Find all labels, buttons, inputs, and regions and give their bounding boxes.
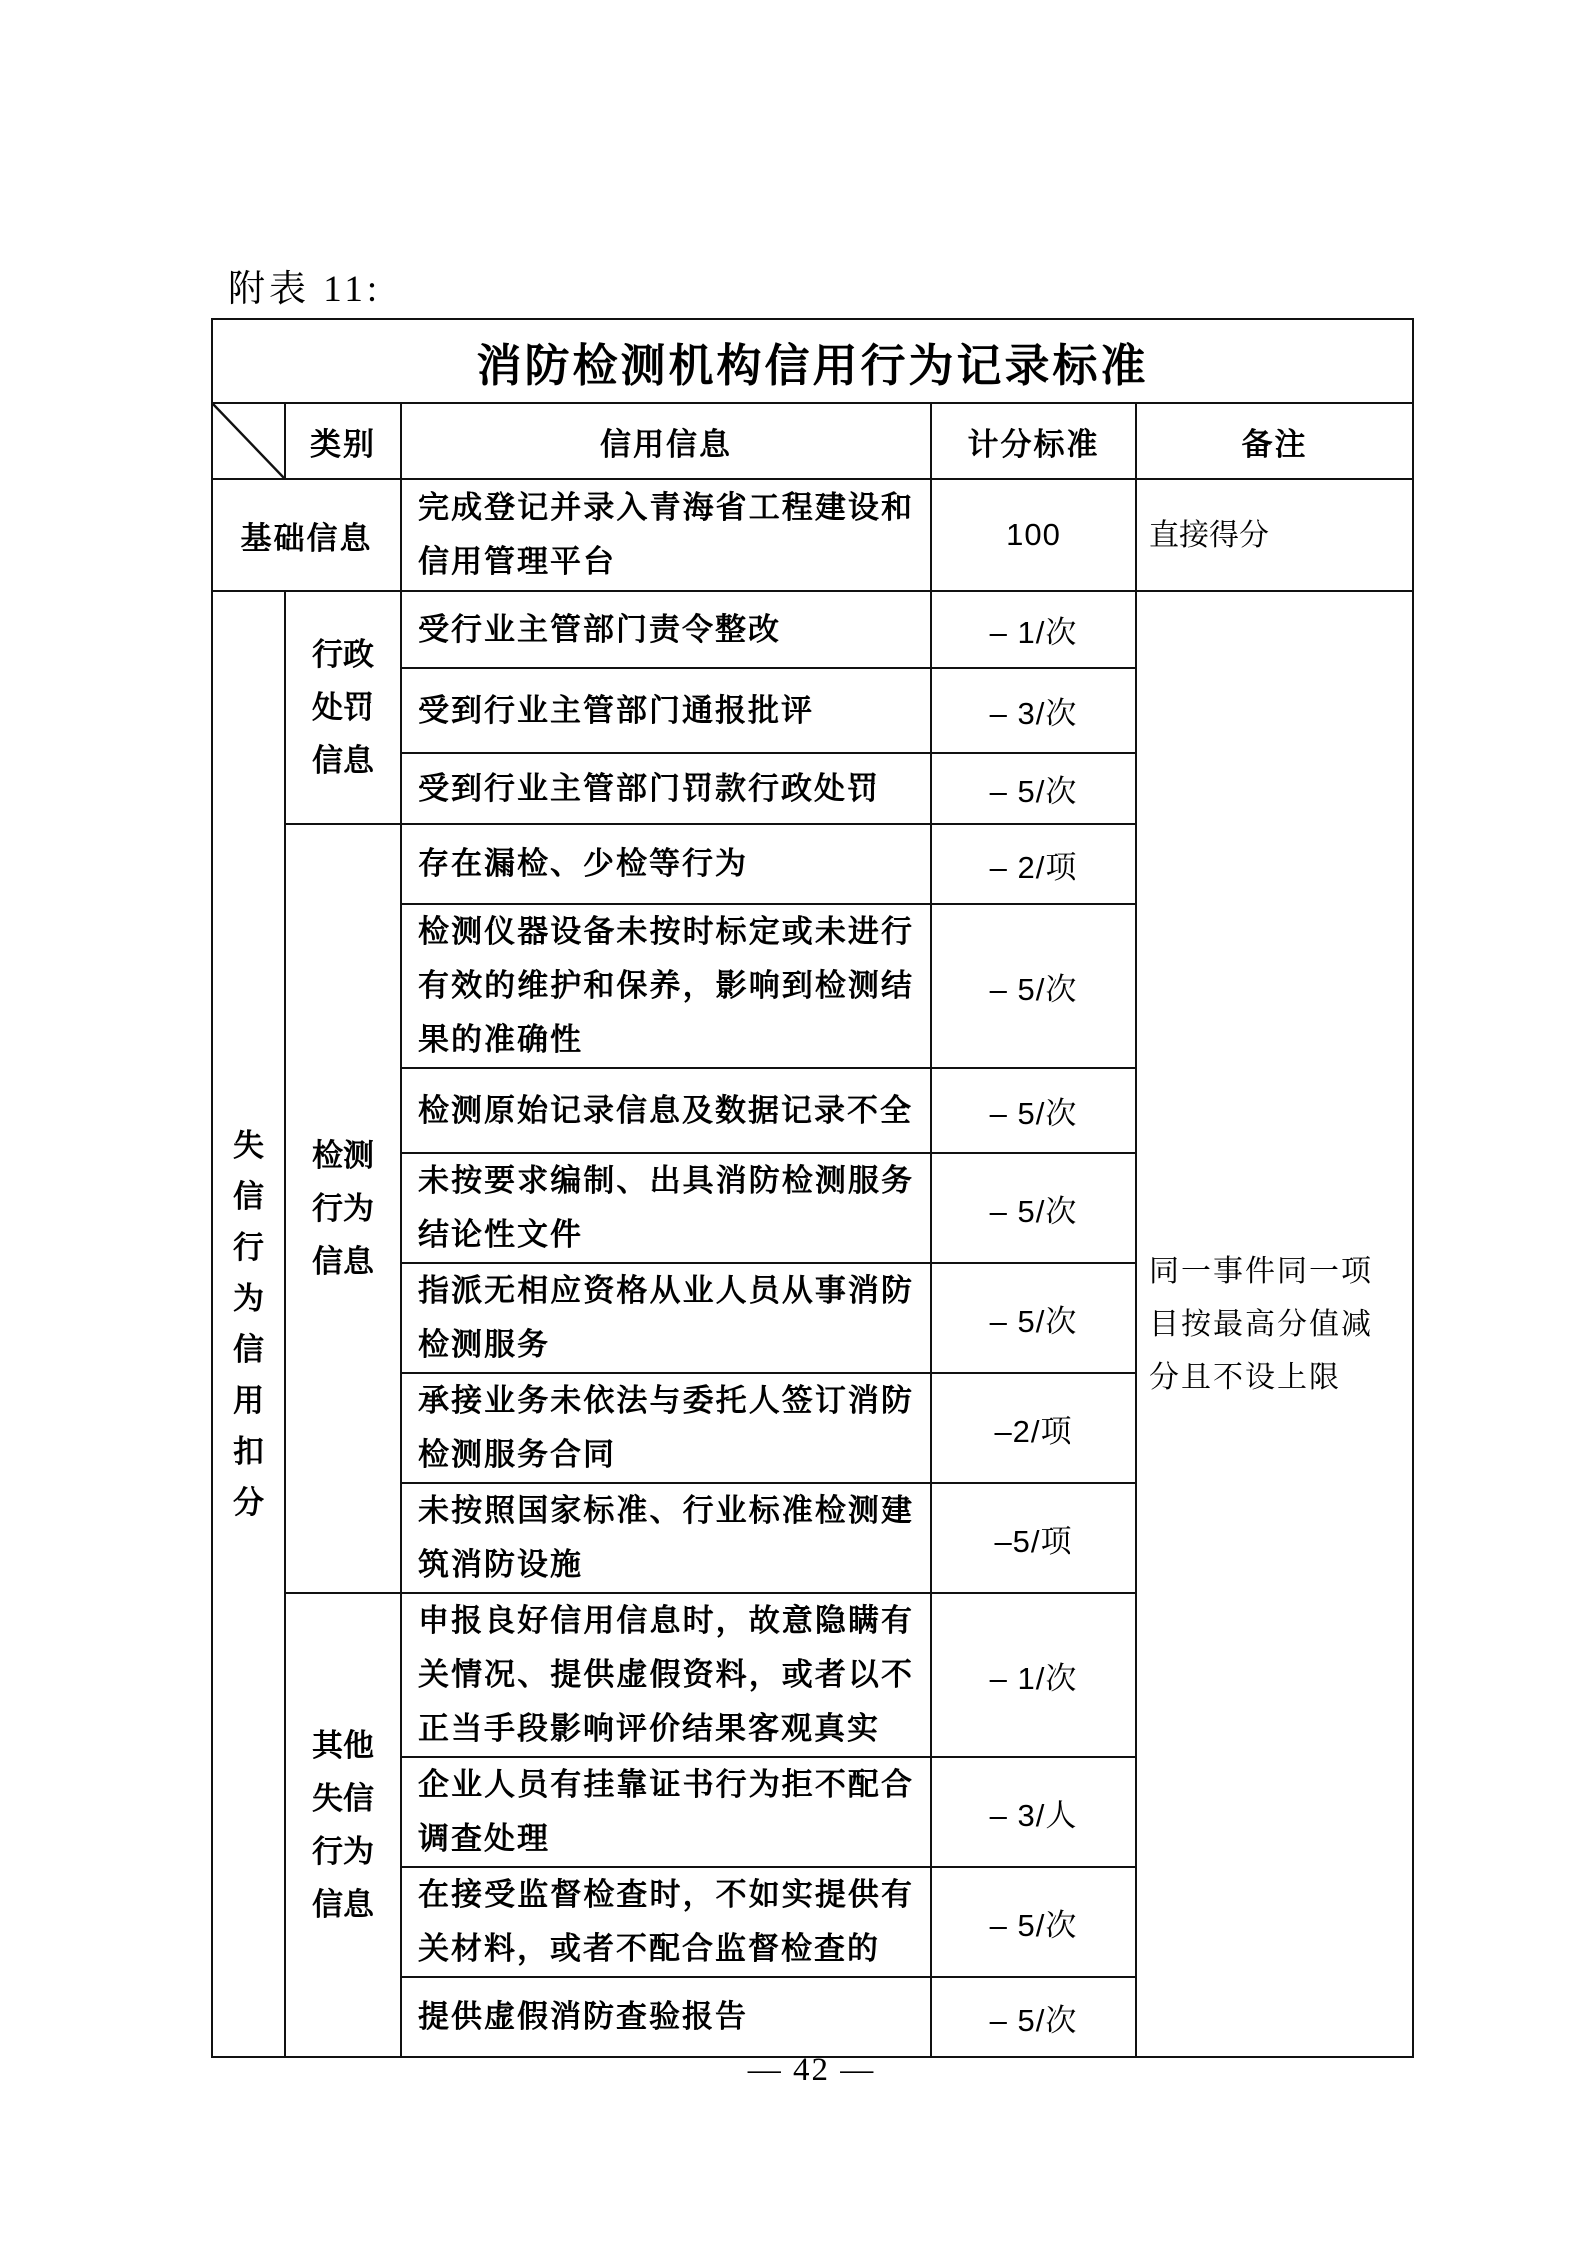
header-score: 计分标准 [931,403,1136,479]
row-info: 企业人员有挂靠证书行为拒不配合调查处理 [401,1757,931,1867]
header-category: 类别 [285,403,401,479]
row-info: 承接业务未依法与委托人签订消防检测服务合同 [401,1373,931,1483]
row-score: – 5/次 [931,1867,1136,1977]
deduction-remark-text: 同一事件同一项目按最高分值减分且不设上限 [1149,1254,1373,1394]
row-score: – 3/人 [931,1757,1136,1867]
group-detection-behavior-label: 检测行为信息 [312,1138,374,1279]
row-score: – 2/项 [931,824,1136,904]
table-row [212,591,1413,668]
group-detection-behavior [285,824,401,1593]
row-score: – 5/次 [931,1263,1136,1373]
row-score: – 3/次 [931,668,1136,753]
appendix-label: 附表 11: [228,269,382,310]
group-admin-penalty [285,591,401,824]
table-row [212,403,1413,479]
table-title: 消防检测机构信用行为记录标准 [212,319,1413,403]
header-remark: 备注 [1136,403,1413,479]
row-info: 指派无相应资格从业人员从事消防检测服务 [401,1263,931,1373]
table-row [212,319,1413,403]
credit-record-table [211,318,1414,2058]
group-other-dishonest-label: 其他失信行为信息 [312,1728,374,1922]
deduction-category-label: 失信行为信用扣分 [233,1128,264,1520]
base-category: 基础信息 [212,479,401,591]
table-row [212,479,1413,591]
row-info: 检测仪器设备未按时标定或未进行有效的维护和保养，影响到检测结果的准确性 [401,904,931,1068]
row-info: 提供虚假消防查验报告 [401,1977,931,2057]
row-info: 受到行业主管部门通报批评 [401,668,931,753]
row-score: – 5/次 [931,753,1136,824]
row-score: – 1/次 [931,1593,1136,1757]
deduction-remark [1136,591,1413,2057]
row-info: 存在漏检、少检等行为 [401,824,931,904]
row-score: – 5/次 [931,904,1136,1068]
base-remark: 直接得分 [1136,479,1413,591]
row-info: 在接受监督检查时，不如实提供有关材料，或者不配合监督检查的 [401,1867,931,1977]
row-score: – 1/次 [931,591,1136,668]
row-info: 未按要求编制、出具消防检测服务结论性文件 [401,1153,931,1263]
deduction-category [212,591,285,2057]
row-info: 未按照国家标准、行业标准检测建筑消防设施 [401,1483,931,1593]
diagonal-line-icon [213,404,284,478]
diagonal-header-cell [212,403,285,479]
row-score: – 5/次 [931,1153,1136,1263]
row-info: 检测原始记录信息及数据记录不全 [401,1068,931,1153]
row-score: – 5/次 [931,1977,1136,2057]
group-admin-penalty-label: 行政处罚信息 [312,637,374,778]
row-info: 申报良好信用信息时，故意隐瞒有关情况、提供虚假资料，或者以不正当手段影响评价结果客观真实 [401,1593,931,1757]
row-info: 受到行业主管部门罚款行政处罚 [401,753,931,824]
base-info: 完成登记并录入青海省工程建设和信用管理平台 [401,479,931,591]
page-number: — 42 — [747,2052,876,2088]
row-info: 受行业主管部门责令整改 [401,591,931,668]
base-score: 100 [931,479,1136,591]
row-score: – 5/次 [931,1068,1136,1153]
row-score: –5/项 [931,1483,1136,1593]
header-credit-info: 信用信息 [401,403,931,479]
group-other-dishonest [285,1593,401,2057]
row-score: –2/项 [931,1373,1136,1483]
